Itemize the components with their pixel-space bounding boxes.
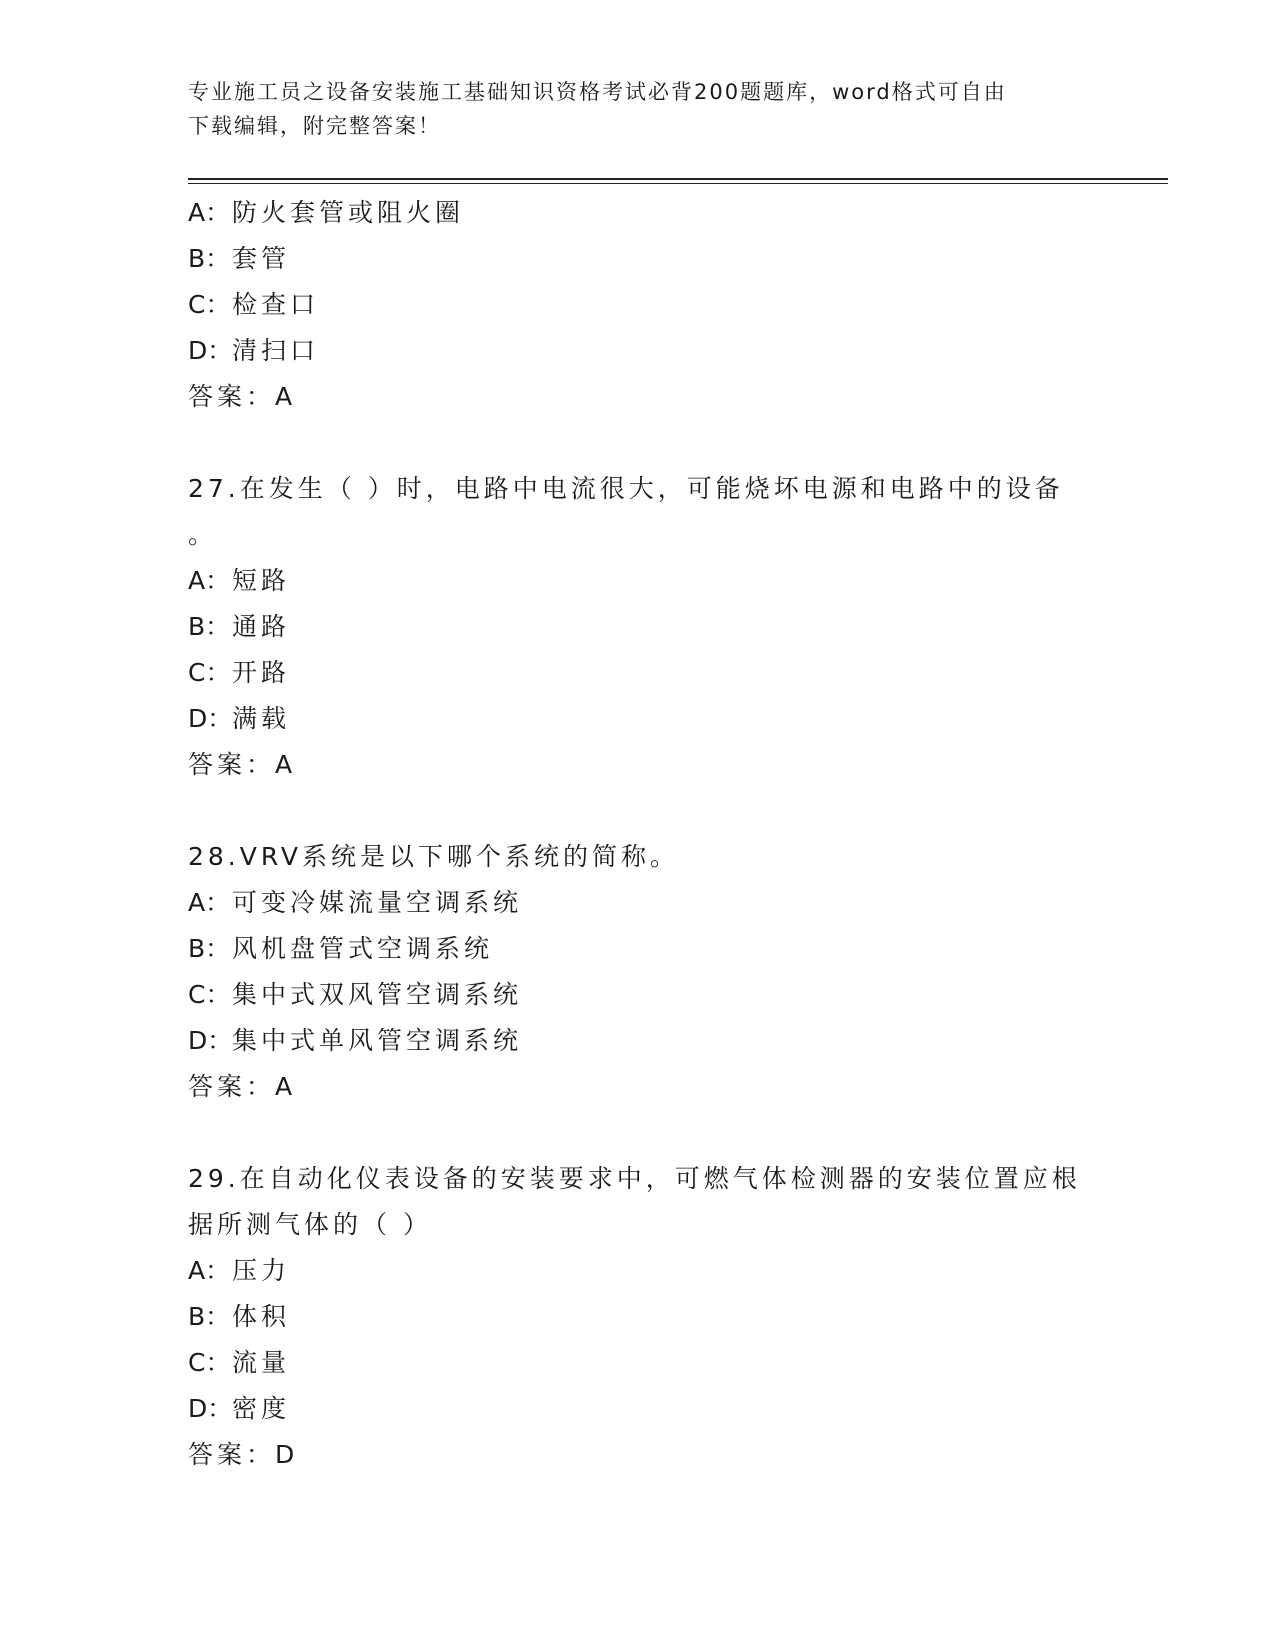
option-b [188, 1294, 1088, 1340]
question-28 [188, 834, 1088, 1110]
question-stem-line-1: 27.在发生（ ）时，电路中电流很大，可能烧坏电源和电路中的设备 [188, 474, 1064, 503]
option-text: 防火套管或阻火圈 [232, 198, 465, 227]
option-text: 集中式单风管空调系统 [232, 1026, 523, 1055]
option-key: B： [188, 244, 231, 273]
option-key: A： [188, 198, 231, 227]
question-stem-line-1: 28.VRV系统是以下哪个系统的简称。 [188, 842, 679, 871]
question-list [188, 190, 1088, 1478]
question-stem-line-2: 。 [188, 520, 218, 549]
option-text: 通路 [232, 612, 291, 641]
option-text: 风机盘管式空调系统 [232, 934, 494, 963]
option-key: C： [188, 658, 231, 687]
header-line-1: 专业施工员之设备安装施工基础知识资格考试必背200题题库，word格式可自由 [188, 80, 1007, 104]
option-text: 集中式双风管空调系统 [232, 980, 523, 1009]
option-c [188, 972, 1088, 1018]
option-b [188, 926, 1088, 972]
option-text: 流量 [232, 1348, 291, 1377]
question-26 [188, 190, 1088, 420]
question-stem-line-2: 据所测气体的（ ） [188, 1210, 432, 1239]
option-d [188, 1386, 1088, 1432]
answer-line: 答案：A [188, 382, 297, 411]
option-text: 开路 [232, 658, 291, 687]
header-rule-thin [188, 183, 1168, 184]
option-key: D： [188, 336, 233, 365]
option-key: B： [188, 934, 231, 963]
option-a [188, 880, 1088, 926]
option-b [188, 604, 1088, 650]
option-key: C： [188, 1348, 231, 1377]
option-key: A： [188, 888, 231, 917]
option-text: 密度 [232, 1394, 291, 1423]
answer-line: 答案：A [188, 750, 297, 779]
header-rule-thick [188, 178, 1168, 180]
option-key: D： [188, 704, 233, 733]
option-text: 清扫口 [232, 336, 320, 365]
option-c [188, 282, 1088, 328]
option-key: C： [188, 980, 231, 1009]
option-a [188, 558, 1088, 604]
option-key: D： [188, 1026, 233, 1055]
option-a [188, 1248, 1088, 1294]
option-text: 套管 [232, 244, 291, 273]
option-text: 满载 [232, 704, 291, 733]
option-a [188, 190, 1088, 236]
option-key: B： [188, 1302, 231, 1331]
option-key: D： [188, 1394, 233, 1423]
spacer [188, 788, 1088, 834]
option-c [188, 1340, 1088, 1386]
option-key: C： [188, 290, 231, 319]
option-key: A： [188, 566, 231, 595]
answer-line: 答案：A [188, 1072, 297, 1101]
option-key: B： [188, 612, 231, 641]
question-27 [188, 466, 1088, 788]
option-d [188, 1018, 1088, 1064]
spacer [188, 420, 1088, 466]
option-text: 可变冷媒流量空调系统 [232, 888, 523, 917]
option-c [188, 650, 1088, 696]
question-29 [188, 1156, 1088, 1478]
answer-line: 答案：D [188, 1440, 299, 1469]
spacer [188, 1110, 1088, 1156]
option-text: 检查口 [232, 290, 320, 319]
header-line-2: 下载编辑，附完整答案！ [188, 114, 441, 138]
option-text: 短路 [232, 566, 291, 595]
option-d [188, 696, 1088, 742]
question-stem-line-1: 29.在自动化仪表设备的安装要求中，可燃气体检测器的安装位置应根 [188, 1164, 1081, 1193]
option-key: A： [188, 1256, 231, 1285]
option-d [188, 328, 1088, 374]
option-text: 体积 [232, 1302, 291, 1331]
option-text: 压力 [232, 1256, 291, 1285]
document-header [188, 75, 1088, 143]
option-b [188, 236, 1088, 282]
